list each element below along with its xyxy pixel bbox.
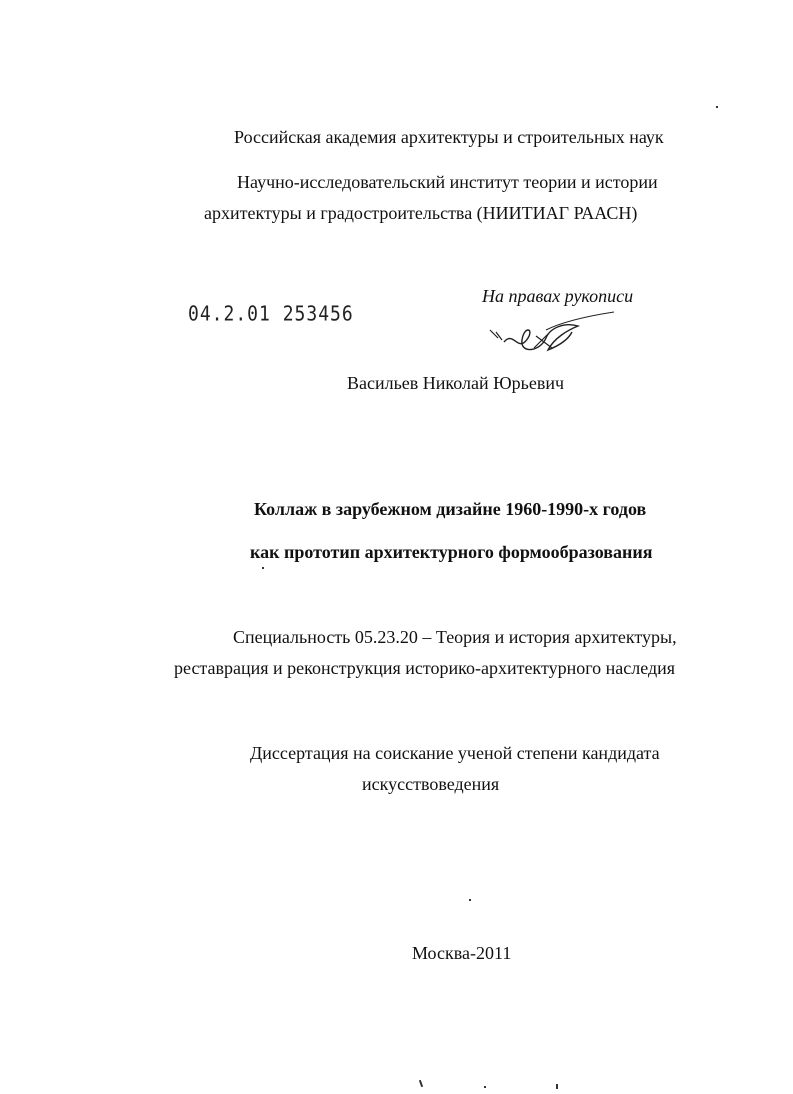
scan-speck: [262, 567, 264, 569]
registration-stamp: 04.2.01 253456: [188, 302, 354, 327]
academy-name: Российская академия архитектуры и строительных наук: [234, 127, 664, 147]
city-year: Москва-2011: [412, 943, 512, 963]
title-line-2: как прототип архитектурного формообразования: [250, 542, 653, 562]
handwritten-signature: [488, 308, 618, 366]
degree-line-2: искусствоведения: [362, 774, 500, 794]
institute-name-line-2: архитектуры и градостроительства (НИИТИАГ РААСН): [204, 203, 638, 223]
scan-speck: [556, 1084, 558, 1089]
scan-speck: [469, 899, 471, 901]
scan-speck: [716, 106, 718, 108]
scan-speck: [484, 1086, 486, 1088]
scan-speck: [419, 1080, 423, 1087]
degree-line-1: Диссертация на соискание ученой степени кандидата: [250, 743, 660, 763]
specialty-line-2: реставрация и реконструкция историко-архитектурного наследия: [174, 658, 676, 678]
title-line-1: Коллаж в зарубежном дизайне 1960-1990-х годов: [254, 499, 647, 519]
manuscript-note: На правах рукописи: [482, 286, 634, 306]
author-name: Васильев Николай Юрьевич: [347, 373, 565, 393]
specialty-line-1: Специальность 05.23.20 – Теория и история архитектуры,: [233, 627, 677, 647]
institute-name-line-1: Научно-исследовательский институт теории и истории: [237, 172, 658, 192]
